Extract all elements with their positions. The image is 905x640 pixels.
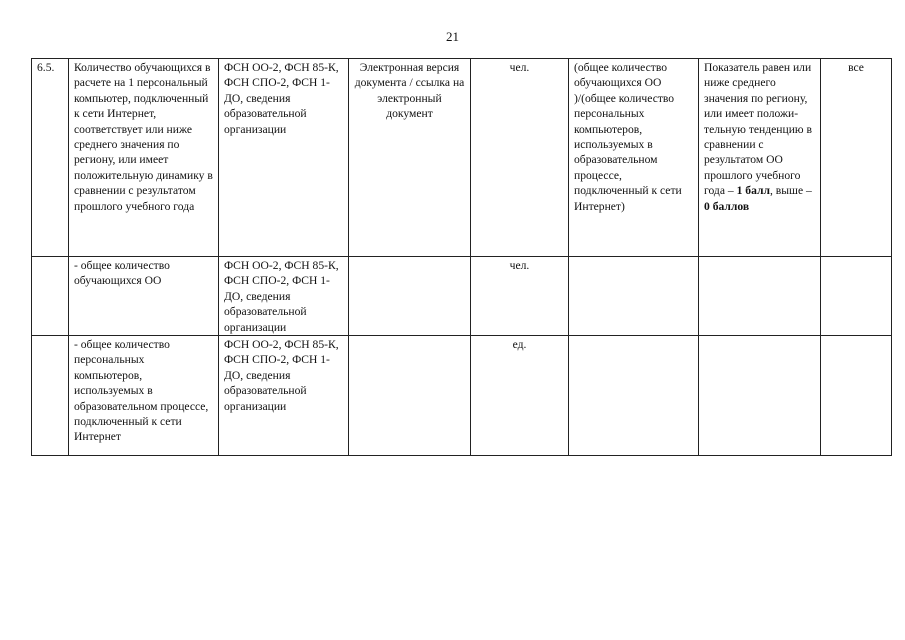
document-form: Электронная версия документа / ссылка на электронный документ (349, 59, 471, 257)
table-row (32, 59, 892, 257)
evaluation-criterion (699, 336, 821, 456)
formula (569, 257, 699, 336)
applies-to (821, 336, 892, 456)
unit: чел. (471, 59, 569, 257)
applies-to: все (821, 59, 892, 257)
score-zero: 0 баллов (704, 199, 750, 213)
unit: чел. (471, 257, 569, 336)
data-source: ФСН ОО-2, ФСН 85-К, ФСН СПО-2, ФСН 1-ДО, сведения образовательной организации (219, 257, 349, 336)
row-number (32, 336, 69, 456)
indicator-name: Количество обучающихся в расчете на 1 персональный компьютер, подключенный к сети Интернет, соответствует или ниже среднего значения по региону, или имеет положительную динамику в сравнении с результатом прошлого учебного года (69, 59, 219, 257)
score-one: 1 балл (736, 184, 770, 198)
row-number (32, 257, 69, 336)
data-source: ФСН ОО-2, ФСН 85-К, ФСН СПО-2, ФСН 1-ДО, сведения образовательной организации (219, 336, 349, 456)
data-source: ФСН ОО-2, ФСН 85-К, ФСН СПО-2, ФСН 1-ДО, сведения образовательной организации (219, 59, 349, 257)
row-number: 6.5. (32, 59, 69, 257)
table-row (32, 257, 892, 336)
document-form (349, 257, 471, 336)
indicator-name: - общее количество персональных компьютеров, используемых в образовательном процессе, подключенный к сети Интернет (69, 336, 219, 456)
evaluation-criterion (699, 257, 821, 336)
indicator-table (31, 58, 892, 456)
criterion-mid: , выше – (769, 184, 812, 198)
document-form (349, 336, 471, 456)
formula: (общее количество обучающихся ОО )/(общее количество персональных компьютеров, используемых в образовательном процессе, подключенный к сети Интернет) (569, 59, 699, 257)
formula (569, 336, 699, 456)
indicator-name: - общее количество обучающихся ОО (69, 257, 219, 336)
applies-to (821, 257, 892, 336)
page-number: 21 (446, 29, 459, 44)
unit: ед. (471, 336, 569, 456)
evaluation-criterion (699, 59, 821, 257)
table-row (32, 336, 892, 456)
criterion-text: Показатель равен или ниже среднего значения по региону, или имеет положи-тельную тенденцию в сравнении с результатом ОО прошлого учебного года – (704, 61, 812, 198)
